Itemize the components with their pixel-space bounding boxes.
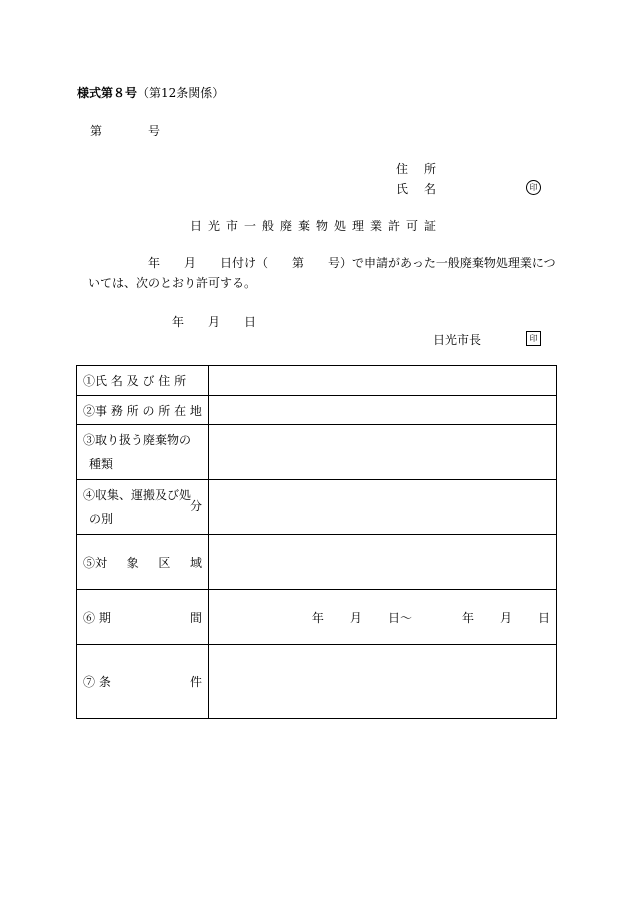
value-cell-name-address <box>209 366 557 396</box>
label-char: 域 <box>189 555 202 570</box>
table-row <box>77 425 557 480</box>
label-char: 件 <box>189 675 202 689</box>
label-line: ③取り扱う廃棄物の <box>83 433 192 447</box>
row-label-waste-type <box>77 425 209 480</box>
label-char: ⑥ 期 <box>83 610 111 625</box>
issuer-seal <box>526 330 541 346</box>
table-row <box>77 396 557 425</box>
value-cell-area <box>209 535 557 590</box>
period-day-end: 日 <box>537 610 550 625</box>
document-title: 日光市一般廃棄物処理業許可証 <box>190 219 443 233</box>
row-label-name-address: ①氏 名 及 び 住 所 <box>77 366 209 396</box>
form-number-bold: 様式第８号 <box>77 86 138 100</box>
row-label-area <box>77 535 209 590</box>
period-day-start: 日〜 <box>387 610 412 625</box>
value-cell-conditions <box>209 645 557 719</box>
value-cell-office <box>209 396 557 425</box>
seal-mark: 印 <box>526 180 541 195</box>
form-number-paren: （第12条関係） <box>137 86 225 100</box>
form-number <box>77 84 224 101</box>
label-line: の別 <box>89 512 114 526</box>
table-row <box>77 366 557 396</box>
table-row <box>77 590 557 645</box>
value-cell-period <box>209 590 557 645</box>
value-cell-business-type <box>209 480 557 535</box>
label-char: 象 <box>126 555 139 570</box>
seal-mark: 印 <box>526 331 541 346</box>
permit-table <box>76 365 557 719</box>
table-row <box>77 535 557 590</box>
name-label: 氏 名 <box>396 182 439 196</box>
label-char: ⑤対 <box>83 555 108 570</box>
address-label: 住 所 <box>396 162 439 176</box>
issue-number-go: 号 <box>148 124 161 138</box>
period-month-end: 月 <box>499 610 512 625</box>
period-year-start: 年 <box>311 610 324 625</box>
table-row <box>77 480 557 535</box>
period-month-start: 月 <box>349 610 362 625</box>
label-char: ⑦ 条 <box>83 675 111 689</box>
label-right: 分 <box>189 499 202 513</box>
applicant-seal <box>526 179 541 195</box>
label-line: ④収集、運搬及び処 <box>83 488 192 502</box>
row-label-conditions <box>77 645 209 719</box>
issue-number-dai: 第 <box>90 124 103 138</box>
row-label-business-type <box>77 480 209 535</box>
body-line-1: 年 月 日付け（ 第 号）で申請があった一般廃棄物処理業につ <box>148 256 556 270</box>
row-label-office: ②事 務 所 の 所 在 地 <box>77 396 209 425</box>
period-year-end: 年 <box>461 610 474 625</box>
row-label-period <box>77 590 209 645</box>
issue-date-line: 年 月 日 <box>172 315 257 329</box>
issuer-name: 日光市長 <box>433 333 482 347</box>
label-char: 区 <box>158 555 171 570</box>
body-line-2: いては、次のとおり許可する。 <box>88 276 257 290</box>
label-line: 種類 <box>89 457 114 471</box>
value-cell-waste-type <box>209 425 557 480</box>
label-char: 間 <box>189 610 202 625</box>
table-row <box>77 645 557 719</box>
